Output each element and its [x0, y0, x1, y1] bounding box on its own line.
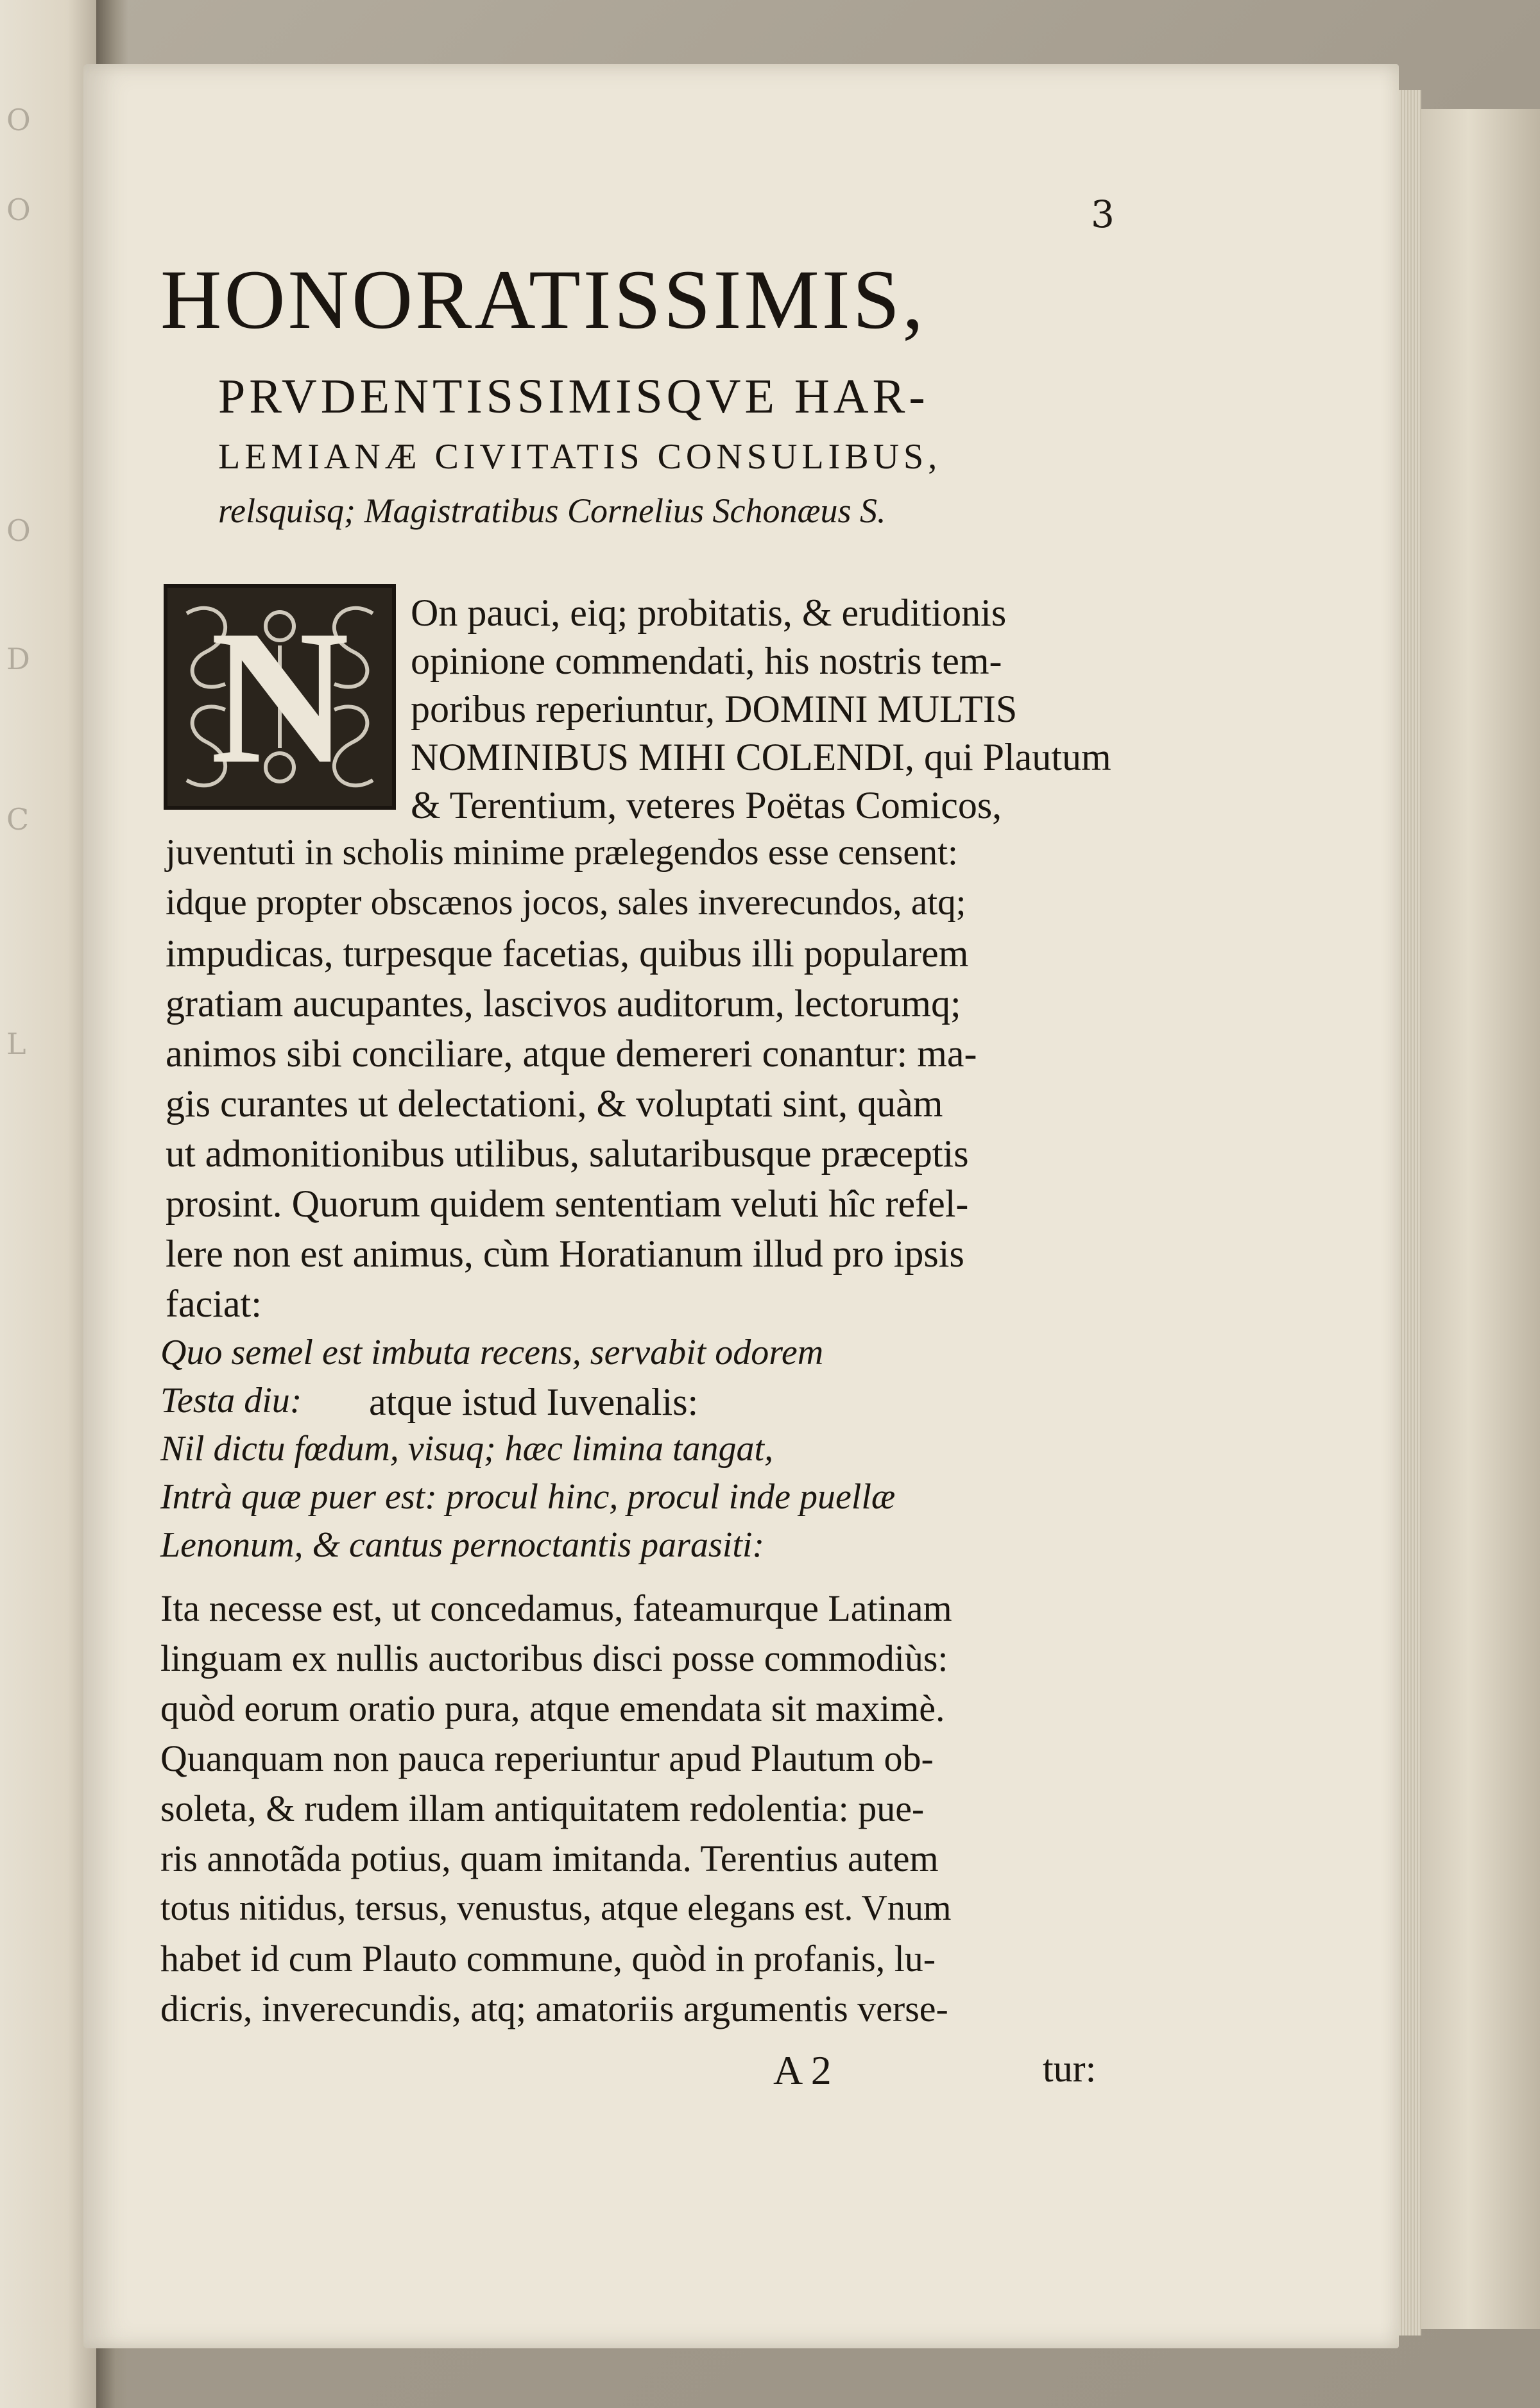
verse-line: Quo semel est imbuta recens, servabit odorem — [160, 1333, 824, 1372]
dedication-title: HONORATISSIMIS, — [160, 252, 927, 346]
body-line: On pauci, eiq; probitatis, & eruditionis — [411, 592, 1007, 634]
body-line: dicris, inverecundis, atq; amatoriis argumentis verse- — [160, 1988, 948, 2029]
body-line: Ita necesse est, ut concedamus, fateamurque Latinam — [160, 1587, 952, 1629]
body-line: ris annotãda potius, quam imitanda. Terentius autem — [160, 1838, 939, 1879]
verse-line: Nil dictu fœdum, visuq; hæc limina tangat, — [160, 1429, 774, 1469]
initial-letter: N — [210, 590, 350, 803]
body-line: lere non est animus, cùm Horatianum illud pro ipsis — [166, 1233, 964, 1275]
body-line: ut admonitionibus utilibus, salutaribusque præceptis — [166, 1132, 969, 1175]
verse-line: Intrà quæ puer est: procul hinc, procul inde puellæ — [160, 1477, 896, 1517]
facing-page-bleed: D — [6, 642, 33, 676]
decorated-initial — [164, 584, 396, 810]
facing-page-bleed: C — [6, 802, 32, 837]
body-line: impudicas, turpesque facetias, quibus illi popularem — [166, 932, 969, 975]
dedication-subtitle-2: LEMIANÆ CIVITATIS CONSULIBUS, — [218, 437, 942, 477]
verse-inline-text: atque istud Iuvenalis: — [369, 1381, 699, 1423]
body-line: NOMINIBUS MIHI COLENDI, qui Plautum — [411, 736, 1111, 778]
body-line: prosint. Quorum quidem sententiam veluti hîc refel- — [166, 1183, 969, 1225]
body-line: quòd eorum oratio pura, atque emendata sit maximè. — [160, 1687, 945, 1729]
facing-page-bleed: O — [6, 513, 33, 548]
body-line: totus nitidus, tersus, venustus, atque elegans est. Vnum — [160, 1888, 952, 1928]
body-line: juventuti in scholis minime prælegendos esse censent: — [166, 832, 958, 873]
page-number: 3 — [1091, 192, 1115, 236]
facing-page-bleed: O — [6, 192, 33, 227]
body-line: faciat: — [166, 1283, 262, 1325]
signature-mark: A 2 — [773, 2047, 832, 2093]
body-line: habet id cum Plauto commune, quòd in profanis, lu- — [160, 1938, 936, 1979]
body-line: Quanquam non pauca reperiuntur apud Plautum ob- — [160, 1738, 934, 1779]
body-line: linguam ex nullis auctoribus disci posse commodiùs: — [160, 1637, 948, 1679]
vellum-binding — [1418, 109, 1540, 2329]
body-line: soleta, & rudem illam antiquitatem redolentia: pue- — [160, 1788, 925, 1829]
body-line: gis curantes ut delectationi, & voluptati sint, quàm — [166, 1082, 943, 1125]
body-line: poribus reperiuntur, DOMINI MULTIS — [411, 688, 1018, 730]
dedication-subtitle-3: relsquisq; Magistratibus Cornelius Schonæus S. — [218, 491, 886, 530]
body-line: opinione commendati, his nostris tem- — [411, 640, 1002, 682]
verse-line: Lenonum, & cantus pernoctantis parasiti: — [160, 1525, 765, 1565]
body-line: & Terentium, veteres Poëtas Comicos, — [411, 784, 1002, 826]
facing-page-bleed: L — [6, 1027, 29, 1061]
verse-line: Testa diu: — [160, 1381, 302, 1421]
catchword: tur: — [1043, 2047, 1097, 2090]
facing-page-bleed: O — [6, 103, 33, 137]
body-line: idque propter obscænos jocos, sales inverecundos, atq; — [166, 882, 966, 923]
body-line: gratiam aucupantes, lascivos auditorum, lectorumq; — [166, 982, 961, 1025]
dedication-subtitle-1: PRVDENTISSIMISQVE HAR- — [218, 370, 929, 423]
body-line: animos sibi conciliare, atque demereri conantur: ma- — [166, 1032, 977, 1075]
